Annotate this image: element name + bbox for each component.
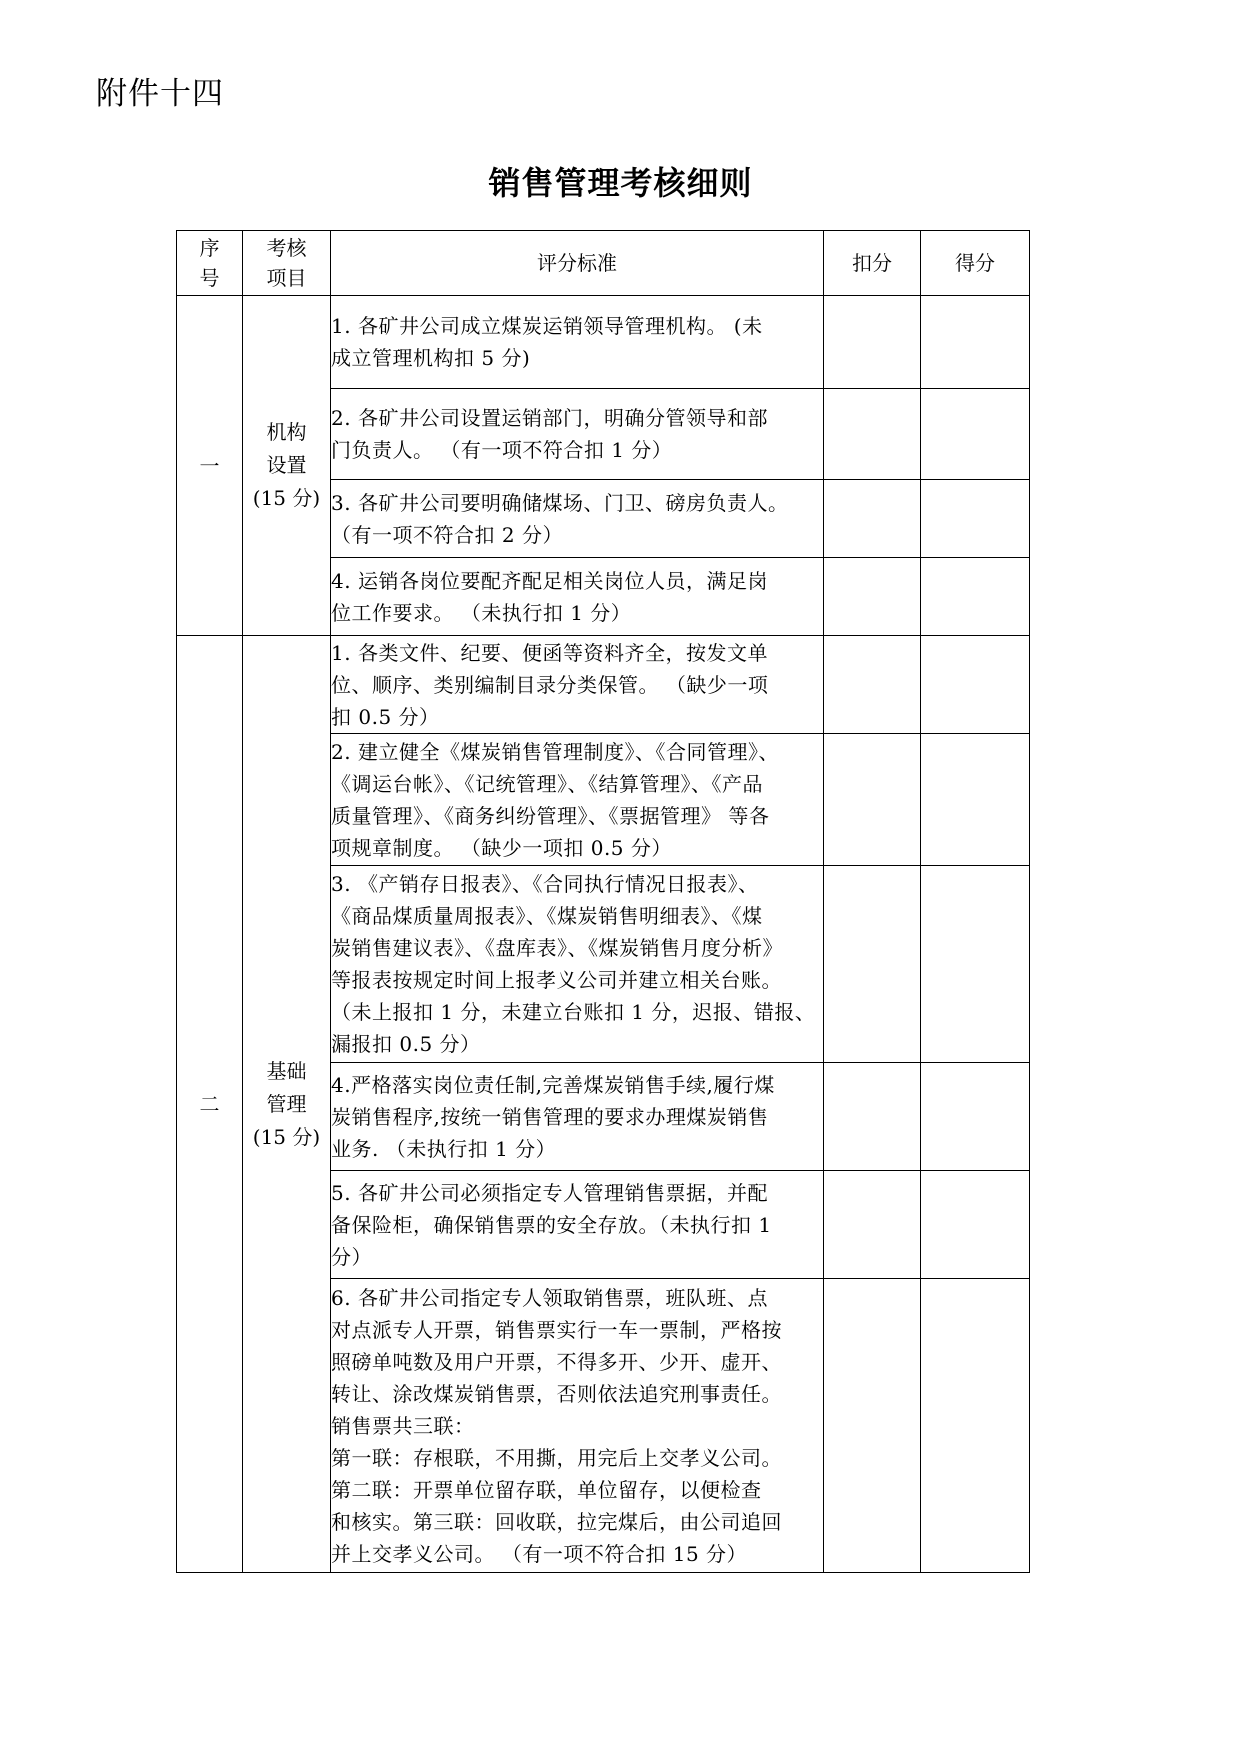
score-cell[interactable] <box>921 1171 1030 1279</box>
criteria-cell: 4.严格落实岗位责任制,完善煤炭销售手续,履行煤 炭销售程序,按统一销售管理的要求办理煤炭销售 业务. （未执行扣 1 分） <box>331 1063 824 1171</box>
deduct-cell[interactable] <box>824 296 921 389</box>
header-item: 考核 项目 <box>243 231 331 296</box>
deduct-cell[interactable] <box>824 1279 921 1573</box>
deduct-cell[interactable] <box>824 866 921 1063</box>
table-row <box>177 296 1030 389</box>
section-2-item: 基础 管理 (15 分) <box>243 636 331 1573</box>
criteria-cell: 5. 各矿井公司必须指定专人管理销售票据，并配 备保险柜，确保销售票的安全存放。（未执行扣 1 分） <box>331 1171 824 1279</box>
deduct-cell[interactable] <box>824 389 921 480</box>
table-row <box>177 636 1030 734</box>
score-cell[interactable] <box>921 389 1030 480</box>
deduct-cell[interactable] <box>824 558 921 636</box>
criteria-cell: 2. 各矿井公司设置运销部门，明确分管领导和部 门负责人。 （有一项不符合扣 1 分） <box>331 389 824 480</box>
score-cell[interactable] <box>921 734 1030 866</box>
score-cell[interactable] <box>921 558 1030 636</box>
header-criteria: 评分标准 <box>331 231 824 296</box>
criteria-cell: 2. 建立健全《煤炭销售管理制度》、《合同管理》、 《调运台帐》、《记统管理》、《结算管理》、《产品 质量管理》、《商务纠纷管理》、《票据管理》 等各 项规章制度。 （缺少一项扣 0.5 分） <box>331 734 824 866</box>
criteria-cell: 6. 各矿井公司指定专人领取销售票，班队班、点 对点派专人开票，销售票实行一车一票制，严格按 照磅单吨数及用户开票，不得多开、少开、虚开、 转让、涂改煤炭销售票，否则依法追究刑事责任。 销售票共三联： 第一联：存根联，不用撕，用完后上交孝义公司。 第二联：开票单位留存联，单位留存，以便检查 和核实。第三联：回收联，拉完煤后，由公司追回 并上交孝义公司。 （有一项不符合扣 15 分） <box>331 1279 824 1573</box>
score-cell[interactable] <box>921 296 1030 389</box>
header-score: 得分 <box>921 231 1030 296</box>
score-cell[interactable] <box>921 1063 1030 1171</box>
criteria-cell: 1. 各矿井公司成立煤炭运销领导管理机构。 (未 成立管理机构扣 5 分) <box>331 296 824 389</box>
deduct-cell[interactable] <box>824 480 921 558</box>
table-header-row <box>177 231 1030 296</box>
score-cell[interactable] <box>921 636 1030 734</box>
section-1-seq: 一 <box>177 296 243 636</box>
section-2-seq: 二 <box>177 636 243 1573</box>
document-title: 销售管理考核细则 <box>488 164 753 202</box>
deduct-cell[interactable] <box>824 734 921 866</box>
deduct-cell[interactable] <box>824 1171 921 1279</box>
header-seq: 序 号 <box>177 231 243 296</box>
assessment-table <box>176 230 1030 1573</box>
criteria-cell: 4. 运销各岗位要配齐配足相关岗位人员，满足岗 位工作要求。 （未执行扣 1 分） <box>331 558 824 636</box>
score-cell[interactable] <box>921 866 1030 1063</box>
criteria-cell: 1. 各类文件、纪要、便函等资料齐全，按发文单 位、顺序、类别编制目录分类保管。 （缺少一项 扣 0.5 分） <box>331 636 824 734</box>
deduct-cell[interactable] <box>824 1063 921 1171</box>
criteria-cell: 3. 《产销存日报表》、《合同执行情况日报表》、 《商品煤质量周报表》、《煤炭销售明细表》、《煤 炭销售建议表》、《盘库表》、《煤炭销售月度分析》 等报表按规定时间上报孝义公司并建立相关台账。 （未上报扣 1 分，未建立台账扣 1 分，迟报、错报、 漏报扣 0.5 分） <box>331 866 824 1063</box>
attachment-label: 附件十四 <box>96 76 224 112</box>
deduct-cell[interactable] <box>824 636 921 734</box>
header-deduct: 扣分 <box>824 231 921 296</box>
section-1-item: 机构 设置 (15 分) <box>243 296 331 636</box>
score-cell[interactable] <box>921 480 1030 558</box>
score-cell[interactable] <box>921 1279 1030 1573</box>
criteria-cell: 3. 各矿井公司要明确储煤场、门卫、磅房负责人。 （有一项不符合扣 2 分） <box>331 480 824 558</box>
